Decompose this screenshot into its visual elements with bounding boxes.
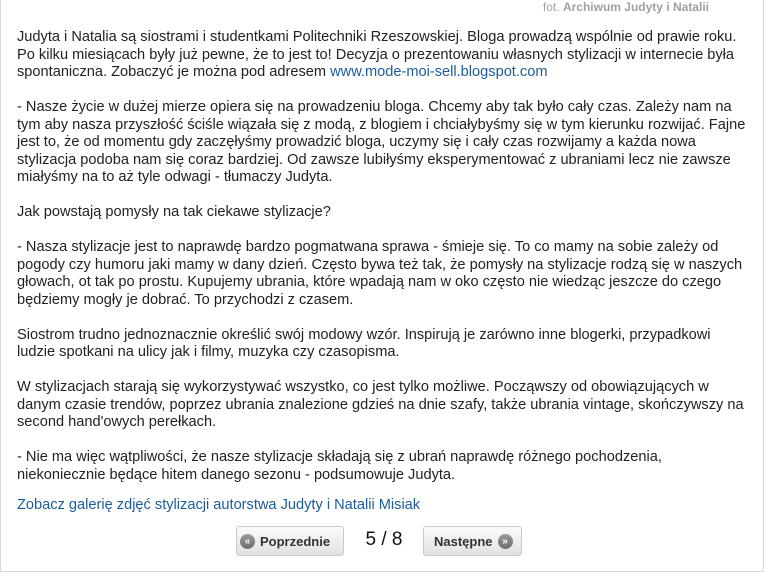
caption-prefix: fot.	[542, 0, 560, 14]
gallery-link[interactable]: Zobacz galerię zdjęć stylizacji autorstwa Judyty i Natalii Misiak	[17, 497, 421, 513]
paragraph-inspiration: Siostrom trudno jednoznacznie określić swój modowy wzór. Inspirują je zarówno inne blogerki, przypadkowi ludzie spotkani na ulicy jak i filmy, muzyka czy czasopisma.	[17, 326, 711, 360]
chevron-left-icon: «	[240, 534, 255, 549]
paragraph-stylizations: W stylizacjach starają się wykorzystywać wszystko, co jest tylko możliwe. Począwszy od obowiązujących w danym czasie trendów, poprzez ubrania znalezione gdzieś na dnie szafy, także ubrania vintage, skończywszy na second hand'owych perełkach.	[17, 379, 744, 430]
next-button[interactable]	[423, 526, 522, 556]
paragraph-quote-1: - Nasze życie w dużej mierze opiera się na prowadzeniu bloga. Chcemy aby tak było cały czas. Zależy nam na tym aby nasza przyszłość ściśle wiązała się z modą, z blogiem i chciałybyśmy się w tym kierunku rozwijać. Fajne jest to, że od momentu gdy zaczęłyśmy prowadzić bloga, uczymy się i cały czas rozwijamy a każda nowa stylizacja podoba nam się coraz bardziej. Od zawsze lubiłyśmy eksperymentować z ubraniami lecz nie zawsze miałyśmy na to aż tyle odwagi - tłumaczy Judyta.	[17, 99, 746, 185]
paragraph-quote-3: - Nie ma więc wątpliwości, że nasze stylizacje składają się z ubrań naprawdę różnego pochodzenia, niekoniecznie będące hitem danego sezonu - podsumowuje Judyta.	[17, 449, 662, 483]
paragraph-intro-text: Judyta i Natalia są siostrami i studentkami Politechniki Rzeszowskiej. Bloga prowadzą wspólnie od prawie roku. Po kilku miesiącach były już pewne, że to jest to! Decyzja o prezentowaniu własnych stylizacji w internecie była spontaniczna. Zobaczyć je można pod adresem	[17, 29, 737, 80]
page-counter: 5 / 8	[365, 529, 403, 550]
previous-button[interactable]	[236, 526, 344, 556]
paragraph-question: Jak powstają pomysły na tak ciekawe stylizacje?	[17, 204, 331, 220]
paragraph-intro	[17, 29, 752, 82]
caption-credit: Archiwum Judyty i Natalii	[562, 0, 709, 14]
previous-button-label: Poprzednie	[260, 533, 331, 549]
pagination	[0, 526, 764, 572]
article-body	[17, 29, 752, 502]
blog-url-link[interactable]: www.mode-moi-sell.blogspot.com	[330, 64, 548, 80]
paragraph-quote-2: - Nasza stylizacje jest to naprawdę bardzo pogmatwana sprawa - śmieje się. To co mamy na sobie zależy od pogody czy humoru jaki mamy w dany dzień. Często bywa też tak, że pomysły na stylizacje rodzą się w naszych głowach, ot tak po prostu. Kupujemy ubrania, które wpadają nam w oko często nie wiedząc jeszcze do czego będziemy mogły je dobrać. To przychodzi z czasem.	[17, 239, 743, 308]
chevron-right-icon: »	[498, 534, 513, 549]
photo-caption	[543, 0, 709, 14]
next-button-label: Następne	[434, 533, 493, 549]
